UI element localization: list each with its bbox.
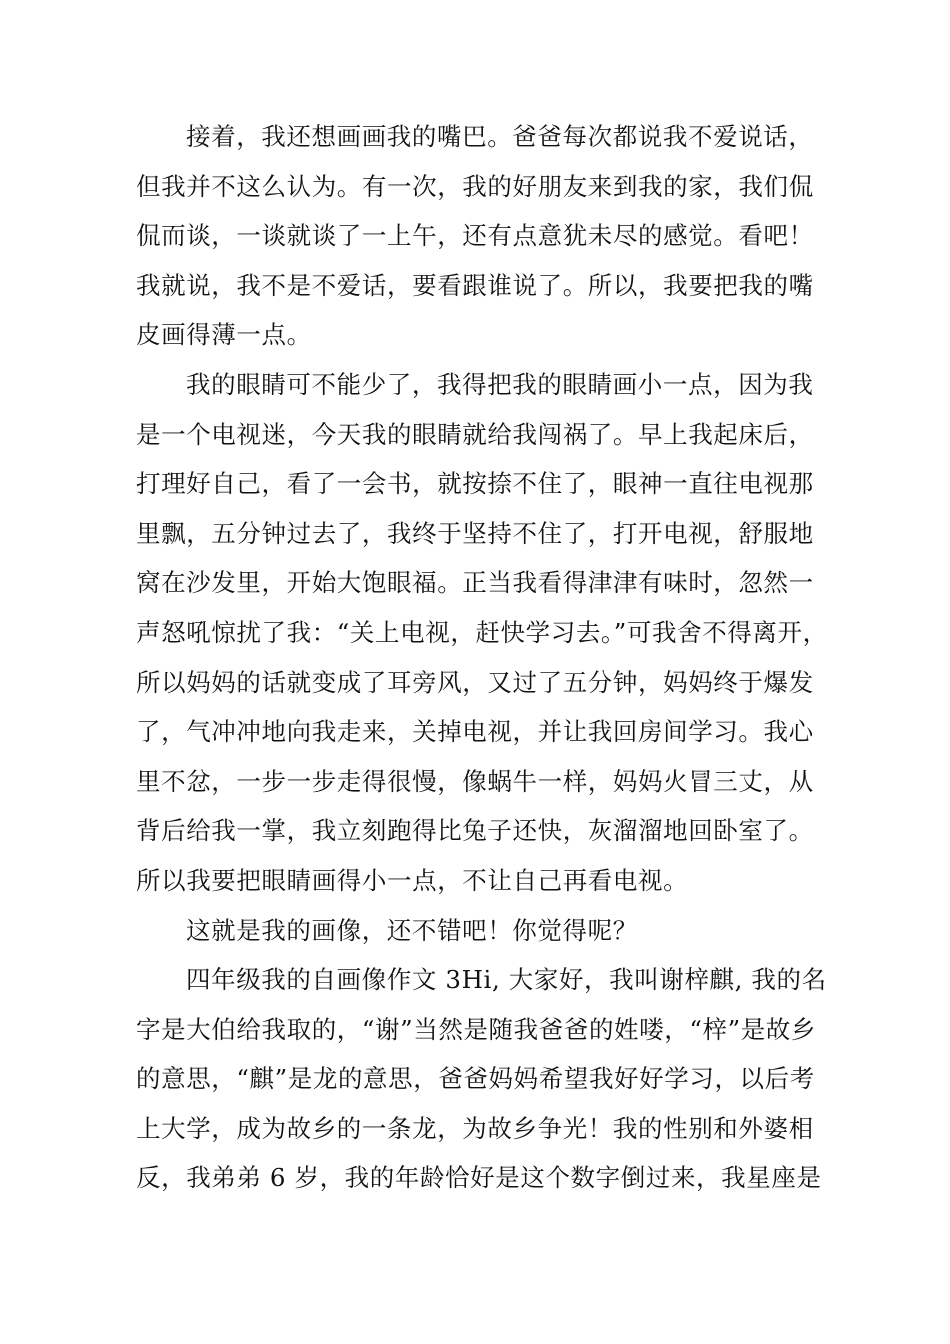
text-line: 是一个电视迷，今天我的眼睛就给我闯祸了。早上我起床后， — [136, 419, 814, 449]
paragraph-eyes — [136, 360, 856, 906]
text-line: 四年级我的自画像作文 3Hi, 大家好，我叫谢梓麒, 我的名 — [186, 965, 827, 995]
text-line: 上大学，成为故乡的一条龙，为故乡争光！我的性别和外婆相 — [136, 1113, 814, 1143]
text-line: 的意思，“麒”是龙的意思，爸爸妈妈希望我好好学习，以后考 — [136, 1064, 815, 1094]
paragraph-essay-3 — [136, 955, 856, 1203]
text-line: 了，气冲冲地向我走来，关掉电视，并让我回房间学习。我心 — [136, 717, 814, 747]
essay-body — [136, 112, 856, 1203]
text-line: 所以妈妈的话就变成了耳旁风，又过了五分钟，妈妈终于爆发 — [136, 667, 814, 697]
text-line: 里不忿，一步一步走得很慢，像蜗牛一样，妈妈火冒三丈，从 — [136, 766, 814, 796]
text-line: 皮画得薄一点。 — [136, 320, 312, 350]
text-line: 接着，我还想画画我的嘴巴。爸爸每次都说我不爱说话， — [186, 122, 814, 151]
text-line: 声怒吼惊扰了我：“关上电视，赶快学习去。”可我舍不得离开， — [136, 617, 828, 647]
paragraph-mouth — [136, 112, 856, 360]
text-line: 字是大伯给我取的，“谢”当然是随我爸爸的姓喽，“梓”是故乡 — [136, 1014, 816, 1044]
text-line: 里飘，五分钟过去了，我终于坚持不住了，打开电视，舒服地 — [136, 518, 814, 548]
paragraph-conclusion — [136, 906, 856, 956]
text-line: 这就是我的画像，还不错吧！你觉得呢？ — [186, 915, 638, 945]
text-line: 所以我要把眼睛画得小一点，不让自己再看电视。 — [136, 865, 689, 895]
text-line: 我就说，我不是不爱话，要看跟谁说了。所以，我要把我的嘴 — [136, 270, 814, 300]
text-line: 反，我弟弟 6 岁，我的年龄恰好是这个数字倒过来，我星座是 — [136, 1163, 822, 1193]
text-line: 但我并不这么认为。有一次，我的好朋友来到我的家，我们侃 — [136, 171, 814, 201]
text-line: 我的眼睛可不能少了，我得把我的眼睛画小一点，因为我 — [186, 369, 814, 399]
text-line: 打理好自己，看了一会书，就按捺不住了，眼神一直往电视那 — [136, 469, 814, 499]
text-line: 窝在沙发里，开始大饱眼福。正当我看得津津有味时，忽然一 — [136, 568, 814, 598]
text-line: 侃而谈，一谈就谈了一上午，还有点意犹未尽的感觉。看吧！ — [136, 221, 814, 251]
text-line: 背后给我一掌，我立刻跑得比兔子还快，灰溜溜地回卧室了。 — [136, 816, 814, 846]
